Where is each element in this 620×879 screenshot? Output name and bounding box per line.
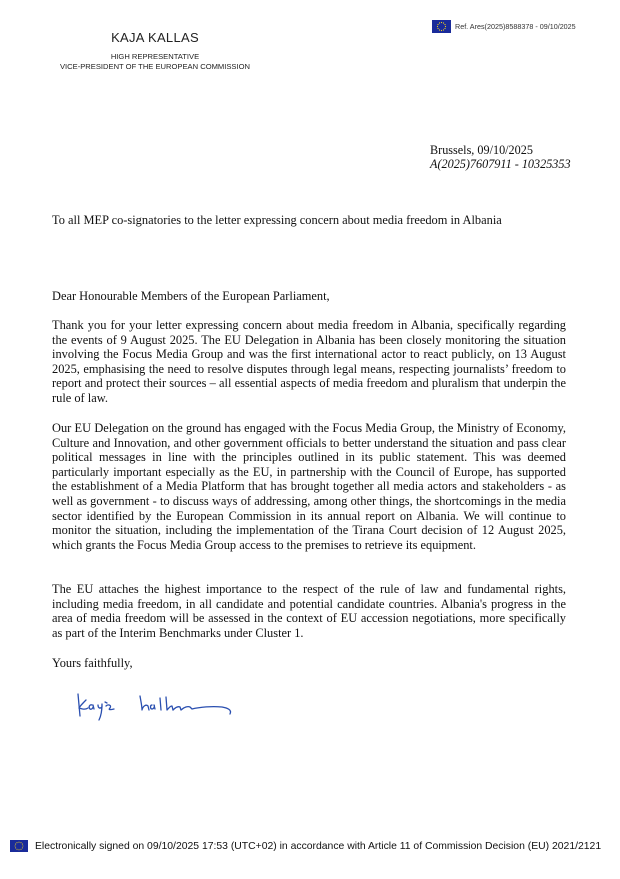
place-and-date: [430, 143, 571, 171]
body-paragraph-3: The EU attaches the highest importance to the respect of the rule of law and fundamental rights, including media freedom, in all candidate and potential candidate countries. Albania's progress in the area of media freedom will be assessed in the context of EU accession negotiations, more specifically as part of the Interim Benchmarks under Cluster 1.: [52, 582, 566, 640]
body-paragraph-1: Thank you for your letter expressing concern about media freedom in Albania, specifically regarding the events of 9 August 2025. The EU Delegation in Albania has been closely monitoring the situation involving the Focus Media Group and was the first international actor to react publicly, on 13 August 2025, emphasising the need to resolve disputes through legal means, respecting journalists’ freedom to report and protect their sources – all essential aspects of media freedom and pluralism that underpin the rule of law.: [52, 318, 566, 405]
eu-flag-icon: [432, 20, 451, 33]
place-date-text: Brussels, 09/10/2025: [430, 143, 533, 157]
addressee: To all MEP co-signatories to the letter expressing concern about media freedom in Albania: [52, 213, 502, 227]
sender-title: [0, 52, 310, 72]
eu-flag-icon: [10, 840, 28, 852]
sender-title-line1: HIGH REPRESENTATIVE: [110, 52, 200, 61]
closing: Yours faithfully,: [52, 656, 133, 670]
electronic-signature-text: Electronically signed on 09/10/2025 17:53 (UTC+02) in accordance with Article 11 of Commission Decision (EU) 2021/2121: [35, 840, 602, 852]
ares-reference: [432, 20, 576, 33]
ares-reference-text: Ref. Ares(2025)8588378 - 09/10/2025: [455, 22, 576, 31]
document-reference: A(2025)7607911 - 10325353: [430, 157, 571, 171]
body-paragraph-2: Our EU Delegation on the ground has engaged with the Focus Media Group, the Ministry of Economy, Culture and Innovation, and other government officials to better understand the situation and pass clear political messages in line with the principles outlined in its public statement. This was deemed particularly important especially as the EU, in partnership with the Council of Europe, has supported the establishment of a Media Platform that has brought together all media actors and stakeholders - as well as government - to discuss ways of addressing, among other things, the shortcomings in the media sector identified by the European Commission in its annual report on Albania. We will continue to monitor the situation, including the implementation of the Tirana Court decision of 12 August 2025, which grants the Focus Media Group access to the premises to retrieve its equipment.: [52, 421, 566, 552]
sender-name: KAJA KALLAS: [111, 30, 199, 45]
salutation: Dear Honourable Members of the European Parliament,: [52, 289, 330, 303]
electronic-signature-footer: [10, 840, 601, 852]
sender-title-line2: VICE-PRESIDENT OF THE EUROPEAN COMMISSION: [59, 62, 250, 71]
handwritten-signature-icon: [72, 688, 242, 733]
